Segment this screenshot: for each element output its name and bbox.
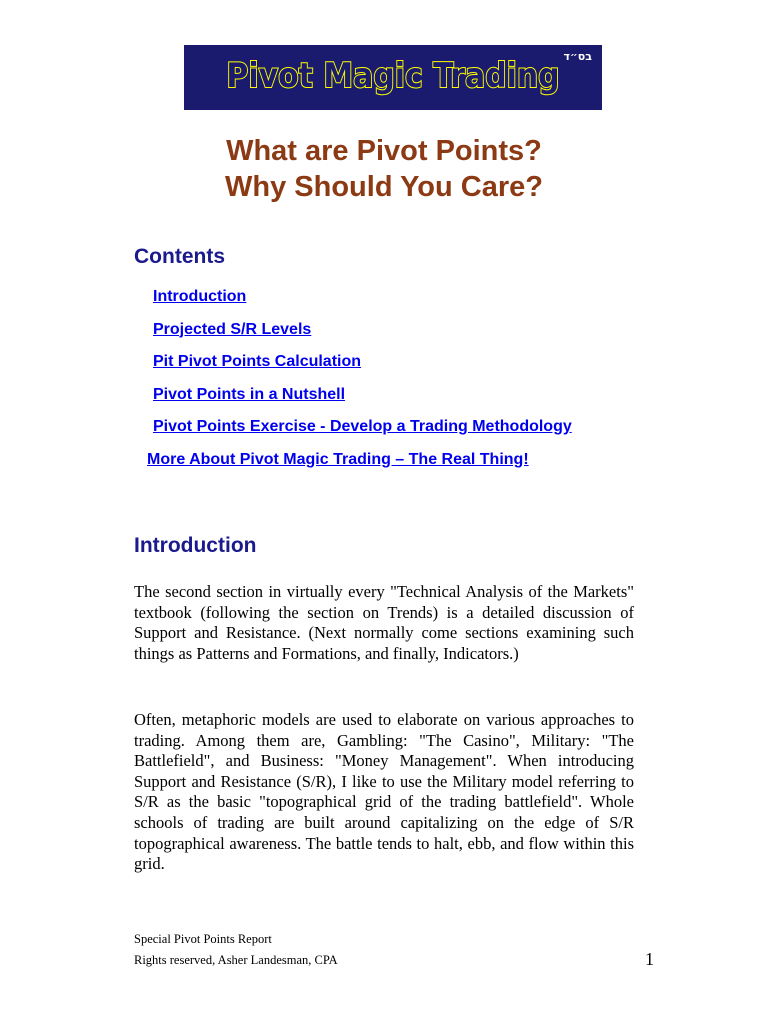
banner-hebrew-mark: בס״ד	[563, 50, 592, 63]
toc-item-projected-sr	[153, 319, 572, 352]
banner-logo-text: Pivot Magic Trading	[226, 56, 560, 96]
toc-link-nutshell[interactable]: Pivot Points in a Nutshell	[153, 385, 346, 403]
toc-item-nutshell	[153, 384, 572, 417]
toc-item-more-about	[147, 449, 572, 482]
toc-link-more-about[interactable]: More About Pivot Magic Trading – The Real Thing!	[147, 450, 529, 468]
toc-item-introduction	[153, 286, 572, 319]
table-of-contents	[147, 286, 572, 481]
toc-item-exercise	[153, 416, 572, 449]
footer-report-title: Special Pivot Points Report	[134, 932, 272, 946]
toc-link-projected-sr[interactable]: Projected S/R Levels	[153, 320, 312, 338]
introduction-paragraph-2: Often, metaphoric models are used to elaborate on various approaches to trading. Among them are, Gambling: "The Casino", Military: "The Battlefield", and Business: "Money Management". When introducing Support and Resistance (S/R), I like to use the Military model referring to S/R as the basic "topographical grid of the trading battlefield". Whole schools of trading are built around capitalizing on the edge of S/R topographical awareness. The battle tends to halt, ebb, and flow within this grid.	[134, 710, 634, 874]
contents-heading: Contents	[134, 245, 225, 268]
toc-item-pit-pivot	[153, 351, 572, 384]
page-number: 1	[645, 949, 654, 969]
page-title-line-1: What are Pivot Points?	[226, 135, 542, 167]
toc-link-introduction[interactable]: Introduction	[153, 288, 247, 305]
footer-rights: Rights reserved, Asher Landesman, CPA	[134, 953, 338, 967]
toc-link-exercise[interactable]: Pivot Points Exercise - Develop a Trading Methodology	[153, 418, 572, 435]
toc-link-pit-pivot[interactable]: Pit Pivot Points Calculation	[153, 353, 362, 370]
introduction-heading: Introduction	[134, 534, 257, 557]
page-title	[0, 133, 768, 205]
header-banner	[184, 45, 602, 110]
page-title-line-2: Why Should You Care?	[225, 171, 543, 203]
introduction-paragraph-1: The second section in virtually every "Technical Analysis of the Markets" textbook (following the section on Trends) is a detailed discussion of Support and Resistance. (Next normally come sections examining such things as Patterns and Formations, and finally, Indicators.)	[134, 582, 634, 663]
